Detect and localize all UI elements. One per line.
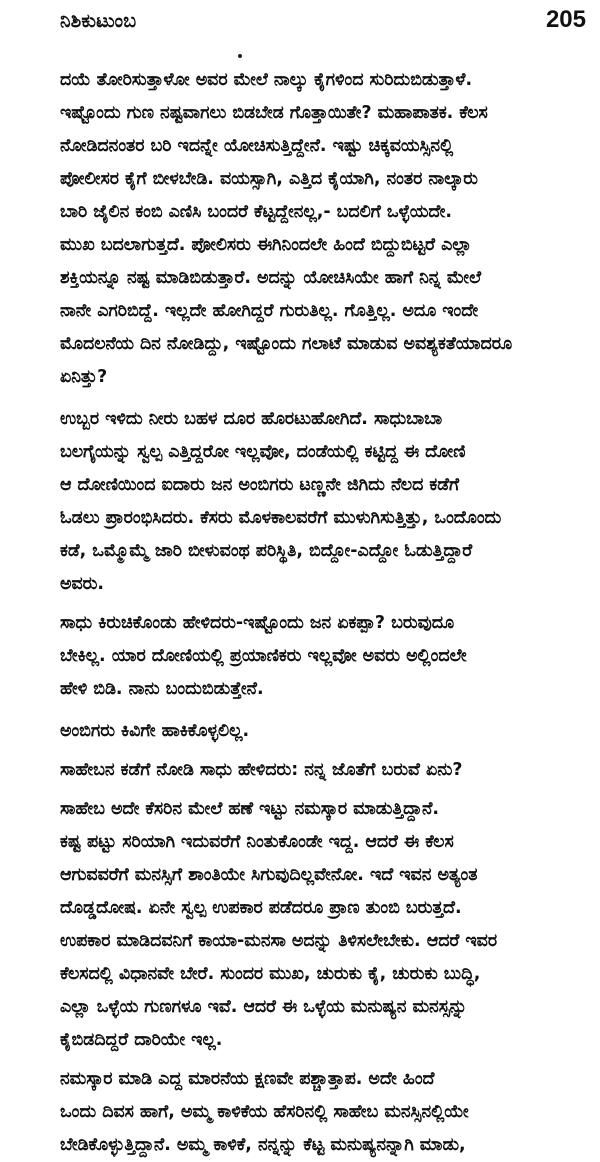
text-line: ಬೇಡಿಕೊಳ್ಳುತ್ತಿದ್ದಾನೆ. ಅಮ್ಮ ಕಾಳಿಕೆ, ನನ್ನನ್ನು ಕೆಟ್ಟ ಮನುಷ್ಯನನ್ನಾಗಿ ಮಾಡು, xyxy=(60,1135,466,1155)
paragraph-7 xyxy=(60,1063,586,1162)
text-line: ಸಾಹೇಬನ ಕಡೆಗೆ ನೋಡಿ ಸಾಧು ಹೇಳಿದರು: ನನ್ನ ಜೊತೆಗೆ ಬರುವೆ ಏನು? xyxy=(60,760,463,780)
text-line: ಪೋಲೀಸರ ಕೈಗೆ ಬೀಳಬೇಡಿ. ವಯಸ್ಸಾಗಿ, ಎತ್ತಿದ ಕೈಯಾಗಿ, ನಂತರ ನಾಲ್ಕಾರು xyxy=(60,169,478,189)
text-line: ಕಡೆ, ಒಮ್ಮೊಮ್ಮೆ ಜಾರಿ ಬೀಳುವಂಥ ಪರಿಸ್ಥಿತಿ, ಬಿದ್ದೋ-ಎದ್ದೋ ಓಡುತ್ತಿದ್ದಾರೆ xyxy=(60,541,473,561)
text-line: ಇಷ್ಟೊಂದು ಗುಣ ನಷ್ಟವಾಗಲು ಬಿಡಬೇಡ ಗೊತ್ತಾಯಿತೇ? ಮಹಾಪಾತಕ. ಕೆಲಸ xyxy=(60,103,488,123)
text-line: ಶಕ್ತಿಯನ್ನೂ ನಷ್ಟ ಮಾಡಿಬಿಡುತ್ತಾರೆ. ಅದನ್ನು ಯೋಚಿಸಿಯೇ ಹಾಗೆ ನಿನ್ನ ಮೇಲೆ xyxy=(60,268,482,288)
text-line: ಎಲ್ಲಾ ಒಳ್ಳೆಯ ಗುಣಗಳೂ ಇವೆ. ಆದರೆ ಈ ಒಳ್ಳೆಯ ಮನುಷ್ಯನ ಮನಸ್ಸನ್ನು xyxy=(60,997,468,1017)
ink-speck xyxy=(238,54,242,58)
text-line: ಆಗುವವರೆಗೆ ಮನಸ್ಸಿಗೆ ಶಾಂತಿಯೇ ಸಿಗುವುದಿಲ್ಲವೇನೋ. ಇದೆ ಇವನ ಅತ್ಯಂತ xyxy=(60,865,478,885)
text-line: ಓಡಲು ಪ್ರಾರಂಭಿಸಿದರು. ಕೆಸರು ಮೊಳಕಾಲವರೆಗೆ ಮುಳುಗಿಸುತ್ತಿತ್ತು, ಒಂದೊಂದು xyxy=(60,508,502,528)
paragraph-6 xyxy=(60,793,586,1057)
text-line: ಉಬ್ಬರ ಇಳಿದು ನೀರು ಬಹಳ ದೂರ ಹೊರಟುಹೋಗಿದೆ. ಸಾಧುಬಾಬಾ xyxy=(60,409,443,429)
text-line: ಉಪಕಾರ ಮಾಡಿದವನಿಗೆ ಕಾಯಾ-ಮನಸಾ ಅದನ್ನು ತಿಳಿಸಲೇಬೇಕು. ಆದರೆ ಇವರ xyxy=(60,931,498,951)
text-line: ಮುಖ ಬದಲಾಗುತ್ತದೆ. ಪೋಲಿಸರು ಈಗಿನಿಂದಲೇ ಹಿಂದೆ ಬಿದ್ದುಬಿಟ್ಟರೆ ಎಲ್ಲಾ xyxy=(60,235,472,255)
page-number: 205 xyxy=(545,6,586,33)
text-line: ಬಲಗೈಯನ್ನು ಸ್ವಲ್ಪ ಎತ್ತಿದ್ದರೋ ಇಲ್ಲವೋ, ದಂಡೆಯಲ್ಲಿ ಕಟ್ಟಿದ್ದ ಈ ದೋಣಿ xyxy=(60,442,466,462)
paragraph-1 xyxy=(60,64,586,394)
text-line: ಆ ದೋಣಿಯಿಂದ ಐದಾರು ಜನ ಅಂಬಿಗರು ಟಣ್ಣನೇ ಜಿಗಿದು ನೆಲದ ಕಡೆಗೆ xyxy=(60,475,460,495)
text-line: ಸಾಧು ಕಿರುಚಿಕೊಂಡು ಹೇಳಿದರು-ಇಷ್ಟೊಂದು ಜನ ಏಕಪ್ಪಾ? ಬರುವುದೂ xyxy=(60,613,455,633)
paragraph-2 xyxy=(60,403,586,601)
text-line: ಸಾಹೇಬ ಅದೇ ಕೆಸರಿನ ಮೇಲೆ ಹಣೆ ಇಟ್ಟು ನಮಸ್ಕಾರ ಮಾಡುತ್ತಿದ್ದಾನೆ. xyxy=(60,799,439,819)
text-line: ಹೇಳಿ ಬಿಡಿ. ನಾನು ಬಂದುಬಿಡುತ್ತೇನೆ. xyxy=(60,679,264,699)
text-line: ಕೈಬಿಡದಿದ್ದರೆ ದಾರಿಯೇ ಇಲ್ಲ. xyxy=(60,1030,223,1050)
text-line: ಒಂದು ದಿವಸ ಹಾಗೆ, ಅಮ್ಮ ಕಾಳಿಕೆಯ ಹೆಸರಿನಲ್ಲಿ ಸಾಹೇಬ ಮನಸ್ಸಿನಲ್ಲಿಯೇ xyxy=(60,1102,469,1122)
page-header xyxy=(60,6,586,36)
text-line: ನೋಡಿದನಂತರ ಬರಿ ಇದನ್ನೇ ಯೋಚಿಸುತ್ತಿದ್ದೇನೆ. ಇಷ್ಟು ಚಿಕ್ಕವಯಸ್ಸಿನಲ್ಲಿ xyxy=(60,136,454,156)
text-line: ಮೊದಲನೆಯ ದಿನ ನೋಡಿದ್ದು, ಇಷ್ಟೊಂದು ಗಲಾಟೆ ಮಾಡುವ ಅವಶ್ಯಕತೆಯಾದರೂ xyxy=(60,334,513,354)
body-text xyxy=(60,64,586,1162)
paragraph-5 xyxy=(60,754,586,787)
text-line: ದಯೆ ತೋರಿಸುತ್ತಾಳೋ ಅವರ ಮೇಲೆ ನಾಲ್ಕು ಕೈಗಳಿಂದ ಸುರಿದುಬಿಡುತ್ತಾಳೆ. xyxy=(60,70,473,90)
text-line: ಅಂಬಿಗರು ಕಿವಿಗೇ ಹಾಕಿಕೊಳ್ಳಲಿಲ್ಲ. xyxy=(60,721,250,741)
running-title: ನಿಶಿಕುಟುಂಬ xyxy=(60,10,137,32)
paragraph-3 xyxy=(60,607,586,706)
text-line: ಅವರು. xyxy=(60,574,104,594)
text-line: ಕೆಲಸದಲ್ಲಿ ವಿಧಾನವೇ ಬೇರೆ. ಸುಂದರ ಮುಖ, ಚುರುಕು ಕೈ, ಚುರುಕು ಬುದ್ಧಿ, xyxy=(60,964,481,984)
text-line: ಬೇಕಿಲ್ಲ. ಯಾರ ದೋಣಿಯಲ್ಲಿ ಪ್ರಯಾಣಿಕರು ಇಲ್ಲವೋ ಅವರು ಅಲ್ಲಿಂದಲೇ xyxy=(60,646,467,666)
paragraph-4 xyxy=(60,715,586,748)
text-line: ಏನಿತ್ತು? xyxy=(60,367,108,387)
text-line: ದೊಡ್ಡದೋಷ. ಏನೇ ಸ್ವಲ್ಪ ಉಪಕಾರ ಪಡೆದರೂ ಪ್ರಾಣ ತುಂಬಿ ಬರುತ್ತದೆ. xyxy=(60,898,462,918)
text-line: ಬಾರಿ ಜೈಲಿನ ಕಂಬಿ ಎಣಿಸಿ ಬಂದರೆ ಕೆಟ್ಟದ್ದೇನಲ್ಲ,- ಬದಲಿಗೆ ಒಳ್ಳೆಯದೇ. xyxy=(60,202,452,222)
text-line: ನಮಸ್ಕಾರ ಮಾಡಿ ಎದ್ದ ಮಾರನೆಯ ಕ್ಷಣವೇ ಪಶ್ಚಾತ್ತಾಪ. ಅದೇ ಹಿಂದೆ xyxy=(60,1069,435,1089)
text-line: ನಾನೇ ಎಗರಿಬಿದ್ದೆ. ಇಲ್ಲದೇ ಹೋಗಿದ್ದರೆ ಗುರುತಿಲ್ಲ. ಗೊತ್ತಿಲ್ಲ. ಅದೂ ಇಂದೇ xyxy=(60,301,479,321)
text-line: ಕಷ್ಟ ಪಟ್ಟು ಸರಿಯಾಗಿ ಇದುವರೆಗೆ ನಿಂತುಕೊಂಡೇ ಇದ್ದ. ಆದರೆ ಈ ಕೆಲಸ xyxy=(60,832,454,852)
